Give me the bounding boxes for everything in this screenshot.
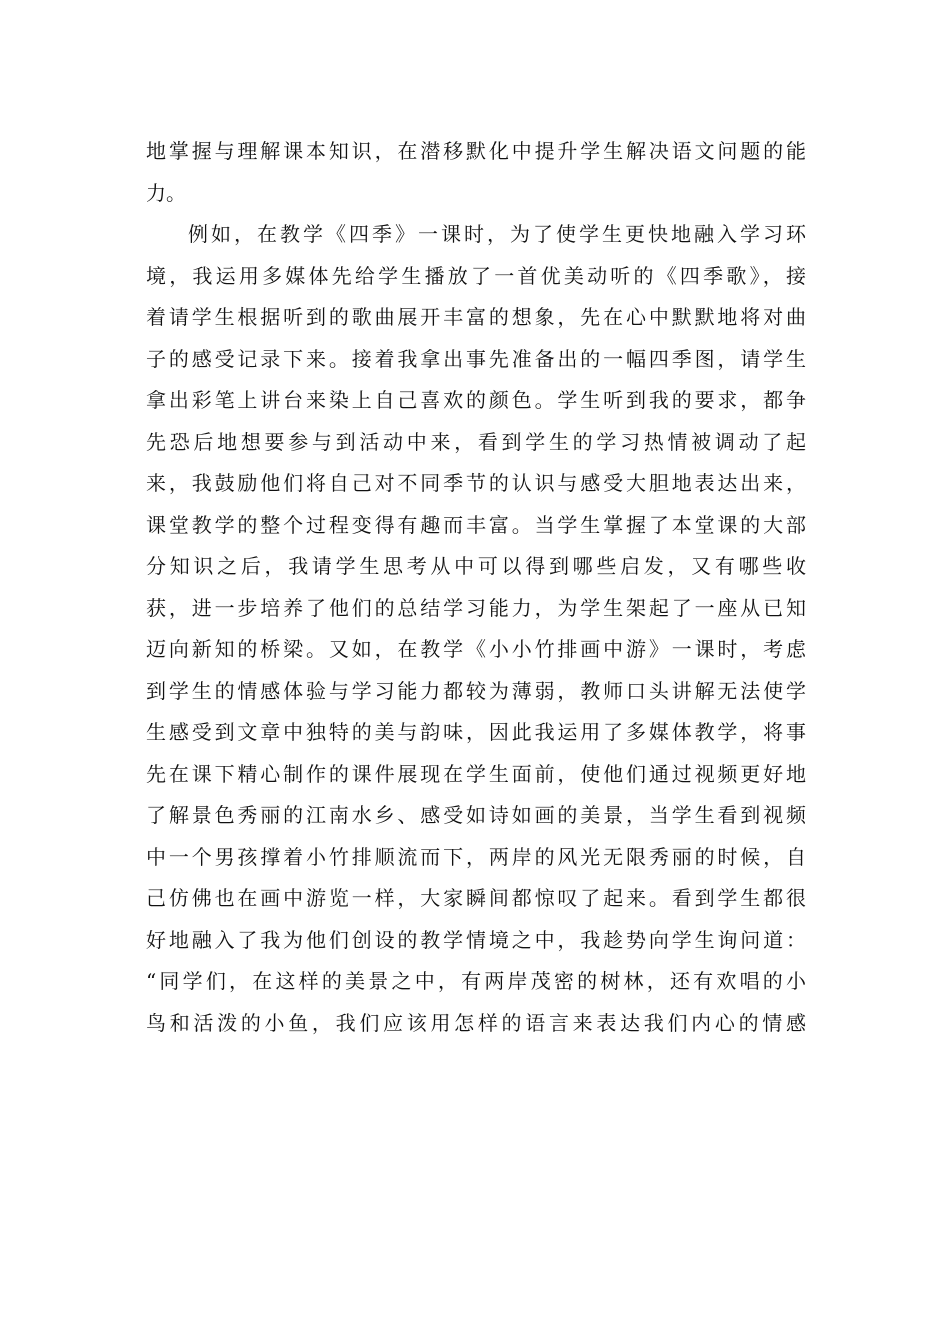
text-line: 境，我运用多媒体先给学生播放了一首优美动听的《四季歌》，接 xyxy=(146,263,806,288)
text-line: 来，我鼓励他们将自己对不同季节的认识与感受大胆地表达出来， xyxy=(146,471,806,495)
text-line: 课堂教学的整个过程变得有趣而丰富。当学生掌握了本堂课的大部 xyxy=(146,512,806,537)
text-line: “同学们，在这样的美景之中，有两岸茂密的树林，还有欢唱的小 xyxy=(146,969,806,993)
text-line: 先恐后地想要参与到活动中来，看到学生的学习热情被调动了起 xyxy=(146,429,806,454)
text-line: 拿出彩笔上讲台来染上自己喜欢的颜色。学生听到我的要求，都争 xyxy=(146,388,806,412)
text-line: 好地融入了我为他们创设的教学情境之中，我趁势向学生询问道： xyxy=(146,927,806,952)
text-line: 先在课下精心制作的课件展现在学生面前，使他们通过视频更好地 xyxy=(146,761,806,786)
text-line: 中一个男孩撑着小竹排顺流而下，两岸的风光无限秀丽的时候，自 xyxy=(146,844,806,869)
text-line: 了解景色秀丽的江南水乡、感受如诗如画的美景，当学生看到视频 xyxy=(146,803,806,827)
text-line: 到学生的情感体验与学习能力都较为薄弱，教师口头讲解无法使学 xyxy=(146,678,806,703)
text-line: 例如，在教学《四季》一课时，为了使学生更快地融入学习环 xyxy=(188,222,806,246)
text-line: 迈向新知的桥梁。又如，在教学《小小竹排画中游》一课时，考虑 xyxy=(146,637,806,661)
text-line: 地掌握与理解课本知识，在潜移默化中提升学生解决语文问题的能 xyxy=(146,139,806,163)
text-line: 子的感受记录下来。接着我拿出事先准备出的一幅四季图，请学生 xyxy=(146,346,806,371)
text-line: 获，进一步培养了他们的总结学习能力，为学生架起了一座从已知 xyxy=(146,595,806,620)
text-line: 鸟和活泼的小鱼，我们应该用怎样的语言来表达我们内心的情感 xyxy=(146,1010,806,1035)
text-line: 分知识之后，我请学生思考从中可以得到哪些启发，又有哪些收 xyxy=(146,554,806,578)
text-line: 生感受到文章中独特的美与韵味，因此我运用了多媒体教学，将事 xyxy=(146,720,806,744)
text-line: 己仿佛也在画中游览一样，大家瞬间都惊叹了起来。看到学生都很 xyxy=(146,886,806,910)
text-line: 力。 xyxy=(146,180,186,205)
body-text xyxy=(146,131,806,1044)
text-line: 着请学生根据听到的歌曲展开丰富的想象，先在心中默默地将对曲 xyxy=(146,305,806,329)
